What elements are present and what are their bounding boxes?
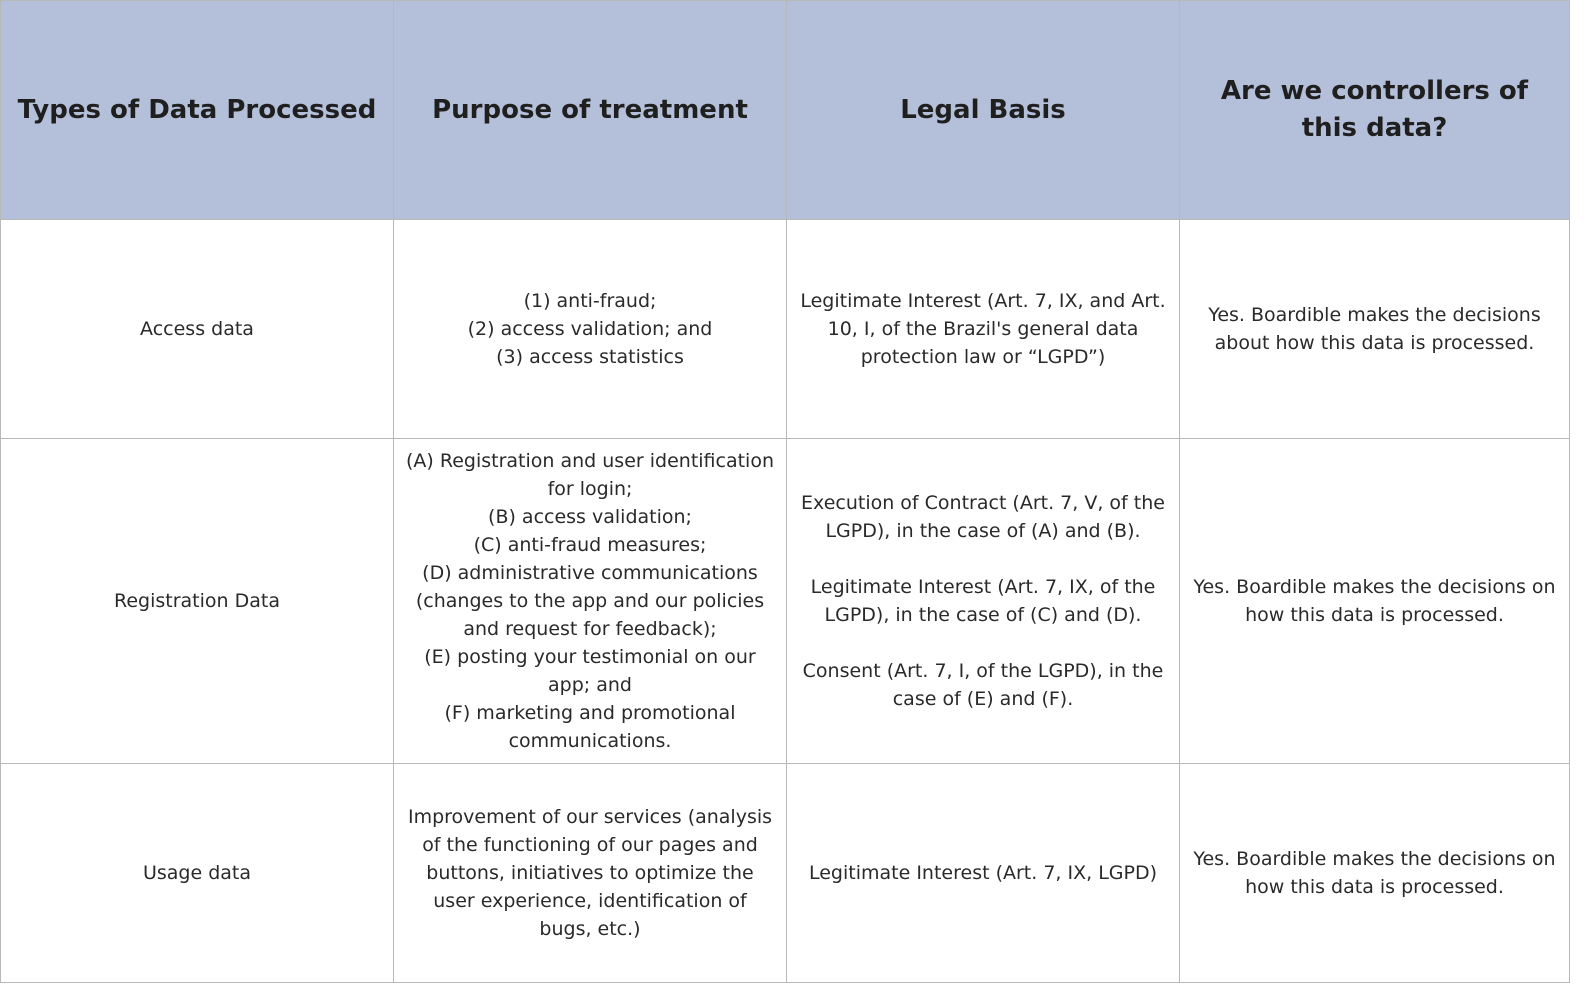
cell-legal-basis — [787, 764, 1180, 983]
header-legal-basis: Legal Basis — [787, 1, 1180, 220]
purpose-line: (E) posting your testimonial on our app; and — [424, 646, 756, 696]
purpose-line: (2) access validation; and — [467, 318, 713, 340]
cell-purpose — [394, 764, 787, 983]
header-purpose-of-treatment: Purpose of treatment — [394, 1, 787, 220]
paragraph-gap — [799, 545, 1167, 573]
table-header-row — [1, 1, 1570, 220]
cell-data-type: Usage data — [1, 764, 394, 983]
header-controllers: Are we controllers of this data? — [1180, 1, 1570, 220]
purpose-line: Improvement of our services (analysis of the functioning of our pages and buttons, initiatives to optimize the user experience, identification of bugs, etc.) — [407, 806, 773, 940]
legal-basis-text: Legitimate Interest (Art. 7, IX, of the LGPD), in the case of (C) and (D). — [810, 576, 1156, 626]
paragraph-gap — [799, 629, 1167, 657]
table-row — [1, 764, 1570, 983]
purpose-line: (A) Registration and user identification for login; — [406, 450, 774, 500]
cell-purpose — [394, 439, 787, 764]
purpose-line: (C) anti-fraud measures; — [473, 534, 707, 556]
purpose-line: (3) access statistics — [496, 346, 684, 368]
cell-controller: Yes. Boardible makes the decisions on how this data is processed. — [1180, 439, 1570, 764]
purpose-line: (B) access validation; — [488, 506, 692, 528]
purpose-line: (D) administrative communications (changes to the app and our policies and request for feedback); — [415, 562, 765, 640]
legal-basis-text: Execution of Contract (Art. 7, V, of the LGPD), in the case of (A) and (B). — [801, 492, 1165, 542]
cell-legal-basis — [787, 439, 1180, 764]
cell-data-type: Access data — [1, 220, 394, 439]
cell-legal-basis — [787, 220, 1180, 439]
purpose-line: (F) marketing and promotional communications. — [444, 702, 736, 752]
header-types-of-data: Types of Data Processed — [1, 1, 394, 220]
table-row — [1, 439, 1570, 764]
legal-basis-text: Consent (Art. 7, I, of the LGPD), in the case of (E) and (F). — [802, 660, 1164, 710]
legal-basis-text: Legitimate Interest (Art. 7, IX, and Art. 10, I, of the Brazil's general data protection law or “LGPD”) — [800, 290, 1166, 368]
table-row — [1, 220, 1570, 439]
cell-controller: Yes. Boardible makes the decisions on how this data is processed. — [1180, 764, 1570, 983]
cell-controller: Yes. Boardible makes the decisions about how this data is processed. — [1180, 220, 1570, 439]
legal-basis-text: Legitimate Interest (Art. 7, IX, LGPD) — [808, 862, 1158, 884]
cell-data-type: Registration Data — [1, 439, 394, 764]
cell-purpose — [394, 220, 787, 439]
purpose-line: (1) anti-fraud; — [523, 290, 657, 312]
